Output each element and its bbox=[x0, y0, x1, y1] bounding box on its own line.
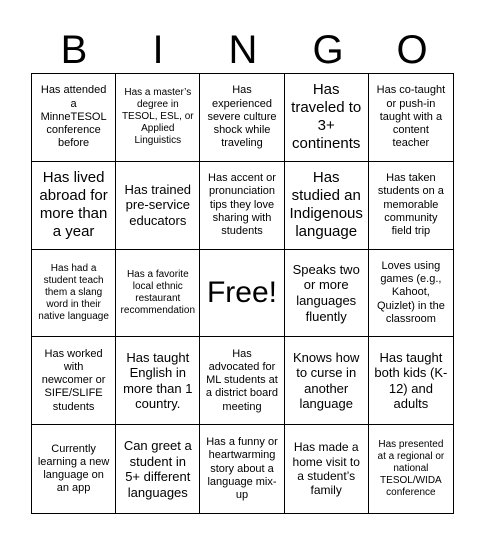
bingo-cell-3[interactable]: Has experienced severe culture shock while traveling bbox=[200, 74, 284, 162]
bingo-cell-21[interactable]: Currently learning a new language on an app bbox=[32, 425, 116, 513]
bingo-cell-12[interactable]: Has a favorite local ethnic restaurant recommendation bbox=[116, 250, 200, 338]
bingo-cell-16[interactable]: Has worked with newcomer or SIFE/SLIFE students bbox=[32, 337, 116, 425]
bingo-cell-19[interactable]: Knows how to curse in another language bbox=[285, 337, 369, 425]
bingo-cell-6[interactable]: Has lived abroad for more than a year bbox=[32, 162, 116, 250]
bingo-cell-14[interactable]: Speaks two or more languages fluently bbox=[285, 250, 369, 338]
bingo-cell-24[interactable]: Has made a home visit to a student’s family bbox=[285, 425, 369, 513]
header-letter-b: B bbox=[60, 28, 88, 72]
bingo-cell-10[interactable]: Has taken students on a memorable community field trip bbox=[369, 162, 453, 250]
header-letter-n: N bbox=[228, 28, 258, 72]
free-space[interactable]: Free! bbox=[200, 250, 284, 338]
bingo-cell-20[interactable]: Has taught both kids (K-12) and adults bbox=[369, 337, 453, 425]
bingo-cell-5[interactable]: Has co-taught or push-in taught with a content teacher bbox=[369, 74, 453, 162]
bingo-cell-7[interactable]: Has trained pre-service educators bbox=[116, 162, 200, 250]
bingo-cell-9[interactable]: Has studied an Indigenous language bbox=[285, 162, 369, 250]
bingo-cell-23[interactable]: Has a funny or heartwarming story about a language mix-up bbox=[200, 425, 284, 513]
header-letter-o: O bbox=[396, 28, 428, 72]
bingo-cell-25[interactable]: Has presented at a regional or national TESOL/WIDA conference bbox=[377, 439, 445, 499]
bingo-cell-22[interactable]: Can greet a student in 5+ different languages bbox=[116, 425, 200, 513]
bingo-header bbox=[32, 28, 456, 72]
bingo-cell-11[interactable]: Has had a student teach them a slang word in their native language bbox=[32, 250, 116, 338]
header-letter-g: G bbox=[312, 28, 344, 72]
bingo-cell-17[interactable]: Has taught English in more than 1 country. bbox=[116, 337, 200, 425]
bingo-cell-4[interactable]: Has traveled to 3+ continents bbox=[285, 74, 369, 162]
bingo-cell-18[interactable]: Has advocated for ML students at a district board meeting bbox=[200, 337, 284, 425]
bingo-cell-15[interactable]: Loves using games (e.g., Kahoot, Quizlet) in the classroom bbox=[369, 250, 453, 338]
bingo-cell-8[interactable]: Has accent or pronunciation tips they love sharing with students bbox=[200, 162, 284, 250]
bingo-cell-2[interactable]: Has a master’s degree in TESOL, ESL, or Applied Linguistics bbox=[116, 74, 200, 162]
header-letter-i: I bbox=[152, 28, 164, 72]
bingo-grid bbox=[31, 73, 454, 514]
bingo-cell-1[interactable]: Has attended a MinneTESOL conference before bbox=[32, 74, 116, 162]
